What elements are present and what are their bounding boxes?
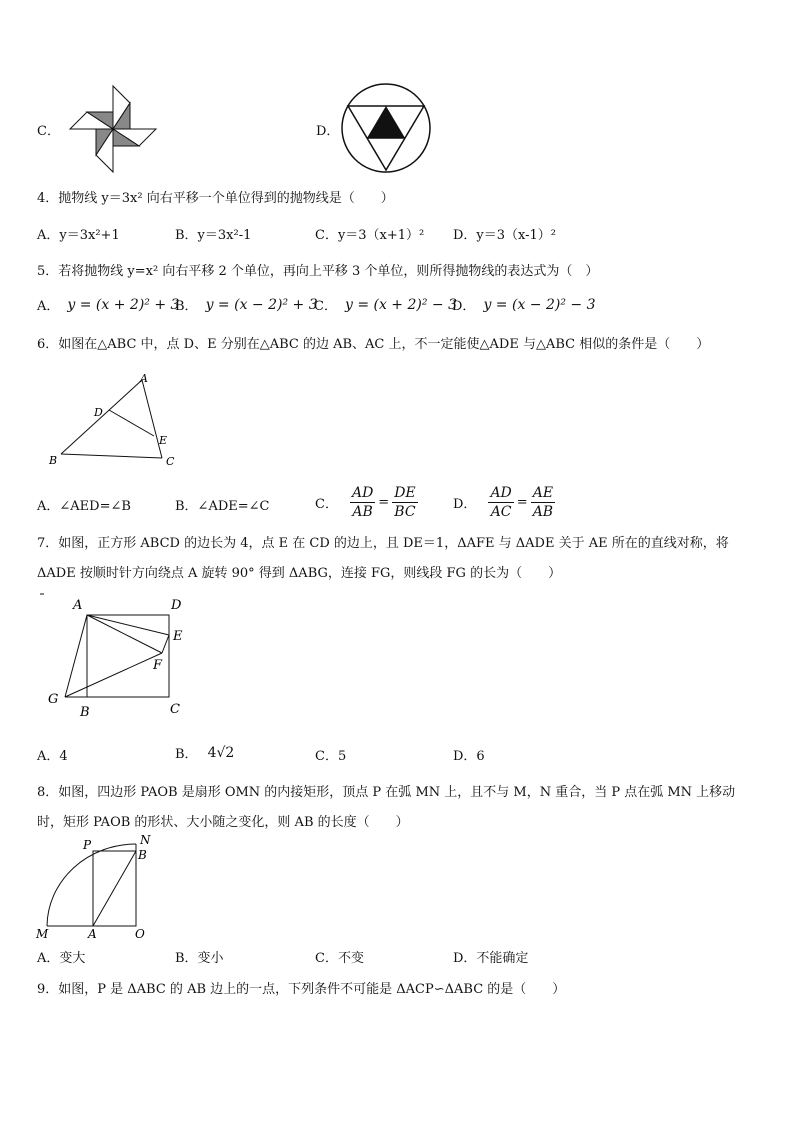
q8-option-a: A．变大 [37, 951, 86, 966]
q4-stem: 4．抛物线 y＝3x² 向右平移一个单位得到的抛物线是（ ） [37, 191, 394, 206]
q5-a-expr: y = (x + 2)² + 3 [67, 296, 180, 313]
q8-label-p: P [83, 838, 92, 852]
q7-label-c: C [170, 702, 180, 717]
q7-label-g: G [48, 692, 59, 707]
q5-a-label: A． [37, 299, 60, 314]
q7-option-b [175, 743, 234, 762]
q5-option-d [452, 295, 596, 314]
q3-option-c-label: C． [37, 124, 60, 139]
q5-b-label: B． [175, 299, 198, 314]
q6-c-frac2: $\frac{DE}{BC}$ [394, 485, 416, 520]
q5-c-expr: y = (x + 2)² − 3 [344, 296, 458, 313]
q4-option-b: B．y＝3x²-1 [175, 228, 252, 243]
q5-d-label: D． [452, 299, 476, 314]
q5-option-b [175, 295, 318, 314]
q6-label-c: C [166, 455, 175, 468]
q8-option-b: B．变小 [175, 951, 224, 966]
q6-d-label: D． [453, 497, 477, 512]
q8-line2: 时，矩形 PAOB 的形状、大小随之变化，则 AB 的长度（ ） [37, 815, 409, 830]
q5-option-c [314, 295, 457, 314]
q5-b-expr: y = (x − 2)² + 3 [205, 296, 318, 313]
q8-option-d: D．不能确定 [453, 951, 529, 966]
q7-option-c: C．5 [315, 749, 347, 764]
q6-c-equals: = [378, 495, 390, 510]
q7-b-label: B． [175, 747, 198, 762]
q6-d-equals: = [516, 495, 528, 510]
q7-option-a: A．4 [37, 749, 68, 764]
q4-option-a: A．y＝3x²+1 [37, 228, 120, 243]
q6-triangle-figure [46, 370, 186, 470]
q6-d-frac2: $\frac{AE}{AB}$ [532, 485, 554, 520]
q6-c-frac1: $\frac{AD}{AB}$ [351, 485, 374, 520]
pinwheel-figure [66, 82, 160, 176]
q6-label-d: D [94, 406, 103, 419]
q9-stem: 9．如图，P 是 ΔABC 的 AB 边上的一点，下列条件不可能是 ΔACP∽ΔABC 的是（ ） [37, 982, 566, 997]
q7-label-e: E [173, 629, 183, 644]
q6-label-a: A [140, 372, 148, 385]
q6-option-b: B．∠ADE=∠C [175, 499, 270, 514]
q8-label-b: B [138, 848, 147, 862]
q6-label-e: E [159, 434, 168, 447]
q8-label-n: N [140, 833, 151, 847]
circle-triangle-figure [339, 82, 433, 174]
q8-option-c: C．不变 [315, 951, 364, 966]
q7-option-d: D．6 [453, 749, 485, 764]
q5-c-label: C． [314, 299, 337, 314]
q7-b-value: 4√2 [207, 744, 235, 761]
q5-option-a [37, 295, 179, 314]
q6-stem: 6．如图在△ABC 中，点 D、E 分别在△ABC 的边 AB、AC 上，不一定能使△ADE 与△ABC 相似的条件是（ ） [37, 337, 710, 352]
q8-line1: 8．如图，四边形 PAOB 是扇形 OMN 的内接矩形，顶点 P 在弧 MN 上，且不与 M，N 重合，当 P 点在弧 MN 上移动 [37, 785, 736, 800]
q7-line1: 7．如图，正方形 ABCD 的边长为 4，点 E 在 CD 的边上，且 DE＝1，ΔAFE 与 ΔADE 关于 AE 所在的直线对称，将 [37, 536, 729, 551]
q7-square-figure [40, 592, 200, 720]
q6-option-c [315, 484, 418, 521]
q6-c-label: C． [315, 497, 338, 512]
q6-d-frac1: $\frac{AD}{AC}$ [490, 485, 512, 520]
q7-label-b: B [80, 705, 90, 720]
q5-d-expr: y = (x − 2)² − 3 [483, 296, 596, 313]
q4-option-c: C．y＝3（x+1）² [315, 228, 425, 243]
q8-label-m: M [36, 927, 49, 941]
q8-label-o: O [135, 927, 145, 941]
q6-label-b: B [49, 454, 58, 467]
q8-sector-figure [34, 832, 164, 944]
q7-label-f: F [153, 658, 163, 673]
q7-label-a: A [73, 598, 83, 613]
q5-stem: 5．若将抛物线 y=x² 向右平移 2 个单位，再向上平移 3 个单位，则所得抛物线的表达式为（ ） [37, 264, 599, 279]
q3-option-d-label: D． [316, 124, 340, 139]
q7-label-d: D [171, 598, 182, 613]
q8-label-a: A [88, 927, 97, 941]
q6-option-d [453, 484, 555, 521]
q6-option-a: A．∠AED=∠B [37, 499, 131, 514]
q4-option-d: D．y＝3（x-1）² [453, 228, 557, 243]
q7-line2: ΔADE 按顺时针方向绕点 A 旋转 90° 得到 ΔABG，连接 FG，则线段 FG 的长为（ ） [37, 566, 562, 581]
